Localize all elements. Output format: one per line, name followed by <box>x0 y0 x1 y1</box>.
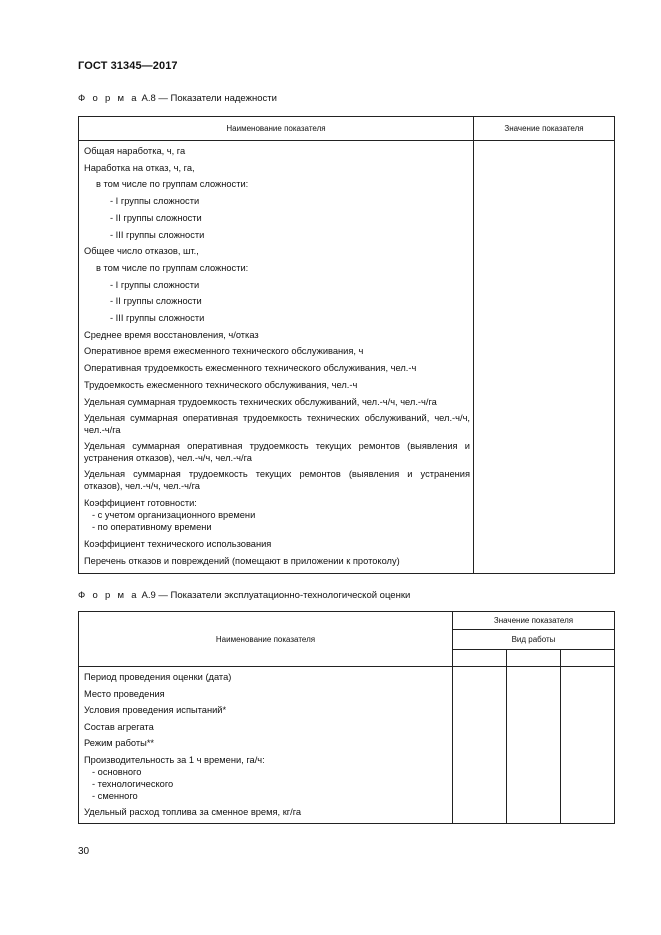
form-a8-header-name: Наименование показателя <box>79 117 474 141</box>
form-a9-value-cell-2[interactable] <box>507 667 561 824</box>
table-row: - основного <box>92 766 142 777</box>
table-row: Удельная суммарная трудоемкость технических обслуживаний, чел.-ч/ч, чел.-ч/га <box>84 396 437 407</box>
form-a8-caption-prefix: Ф о р м а <box>78 93 139 104</box>
form-a9-header-value: Значение показателя <box>453 612 615 630</box>
table-row: в том числе по группам сложности: <box>96 262 249 273</box>
form-a9-work-col-1 <box>453 649 507 666</box>
form-a8-caption-text: А.8 — Показатели надежности <box>138 93 277 104</box>
form-a8-names-cell <box>79 141 474 574</box>
form-a8-table <box>78 116 615 574</box>
form-a9-header-work-type: Вид работы <box>453 630 615 649</box>
form-a9-work-col-3 <box>561 649 615 666</box>
table-row: Оперативное время ежесменного технического обслуживания, ч <box>84 346 364 357</box>
table-row: Перечень отказов и повреждений (помещают в приложении к протоколу) <box>84 555 400 566</box>
table-row: Удельная суммарная оперативная трудоемкость текущих ремонтов (выявления и устранения отказов), чел.-ч/ч, чел.-ч/га <box>84 441 470 464</box>
table-row: - I группы сложности <box>110 196 200 207</box>
table-row: - II группы сложности <box>110 212 202 223</box>
table-row: - III группы сложности <box>110 229 205 240</box>
form-a9-value-cell-3[interactable] <box>561 667 615 824</box>
table-row: в том числе по группам сложности: <box>96 179 249 190</box>
table-row: Производительность за 1 ч времени, га/ч: <box>84 754 265 765</box>
form-a9-caption <box>78 590 410 601</box>
form-a9-header-name: Наименование показателя <box>79 612 453 667</box>
form-a9-work-col-2 <box>507 649 561 666</box>
form-a9-caption-text: А.9 — Показатели эксплуатационно-технологической оценки <box>138 590 411 601</box>
table-row: Оперативная трудоемкость ежесменного технического обслуживания, чел.-ч <box>84 363 417 374</box>
table-row: Состав агрегата <box>84 721 154 732</box>
table-row: - I группы сложности <box>110 279 200 290</box>
form-a8-values-cell[interactable] <box>474 141 615 574</box>
table-row: Условия проведения испытаний* <box>84 705 227 716</box>
document-header: ГОСТ 31345—2017 <box>78 60 178 72</box>
table-row: - сменного <box>92 790 138 801</box>
table-row: Место проведения <box>84 688 165 699</box>
table-row: Период проведения оценки (дата) <box>84 672 232 682</box>
table-row: Среднее время восстановления, ч/отказ <box>84 329 259 340</box>
table-row: - III группы сложности <box>110 313 205 324</box>
table-row: Трудоемкость ежесменного технического обслуживания, чел.-ч <box>84 379 358 390</box>
form-a8-caption <box>78 93 277 104</box>
table-row: Коэффициент готовности: <box>84 498 197 509</box>
table-row: Режим работы** <box>84 738 155 749</box>
table-row: Удельная суммарная оперативная трудоемкость технических обслуживаний, чел.-ч/ч, чел.-ч/га <box>84 413 470 436</box>
form-a8-header-value: Значение показателя <box>474 117 615 141</box>
table-row: Удельная суммарная трудоемкость текущих ремонтов (выявления и устранения отказов), чел.-ч/ч, чел.-ч/га <box>84 469 470 492</box>
table-row: - с учетом организационного времени <box>92 510 256 521</box>
form-a9-names-cell <box>79 667 453 824</box>
table-row: Общее число отказов, шт., <box>84 246 199 257</box>
table-row: - технологического <box>92 778 174 789</box>
form-a9-table <box>78 611 615 824</box>
form-a9-value-cell-1[interactable] <box>453 667 507 824</box>
table-row: - II группы сложности <box>110 296 202 307</box>
page-number: 30 <box>78 846 90 857</box>
table-row: - по оперативному времени <box>92 522 212 533</box>
table-row: Коэффициент технического использования <box>84 539 272 550</box>
form-a9-caption-prefix: Ф о р м а <box>78 590 139 601</box>
table-row: Общая наработка, ч, га <box>84 146 186 156</box>
table-row: Удельный расход топлива за сменное время, кг/га <box>84 806 302 817</box>
table-row: Наработка на отказ, ч, га, <box>84 162 195 173</box>
